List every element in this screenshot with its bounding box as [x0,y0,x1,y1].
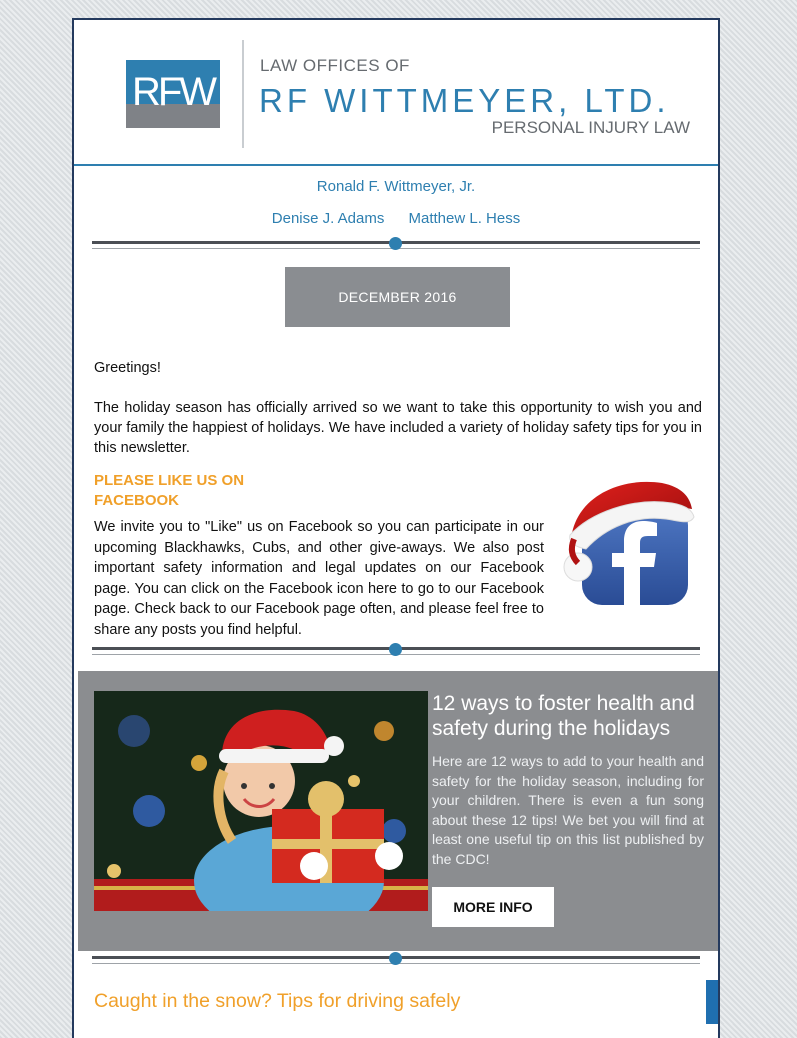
intro-paragraph: The holiday season has officially arrived so we want to take this opportunity to wish you and your family the happiest of holidays. We have included a variety of holiday safety tips for you in this newsletter. [94,400,702,456]
divider-dot [389,952,402,965]
newsletter-card [72,18,720,1038]
feature-title: 12 ways to foster health and safety during the holidays [432,692,695,740]
section-divider [92,241,700,253]
holiday-child-photo [94,691,428,911]
attorney-list [74,172,718,227]
attorney-name: Denise J. Adams [271,210,385,227]
section-divider [92,956,700,968]
scrollbar[interactable] [706,980,718,1024]
logo-text: RFW [131,70,215,114]
header-divider [242,40,244,148]
facebook-heading: PLEASE LIKE US ON FACEBOOK [94,472,245,509]
divider-dot [389,237,402,250]
divider-dot [389,643,402,656]
newsletter-date: DECEMBER 2016 [285,267,510,327]
firm-subtitle: PERSONAL INJURY LAW [491,118,690,137]
attorney-name: Ronald F. Wittmeyer, Jr. [316,178,476,195]
feature-article [78,671,718,951]
firm-name: RF WITTMEYER, LTD. [259,82,670,119]
feature-paragraph: Here are 12 ways to add to your health and safety for the holiday season, including for your children. There is even a fun song about these 12 tips! We bet you will find at least one useful tip on this list published by the CDC! [432,753,704,867]
header-underline [74,164,718,166]
facebook-santa-hat-icon[interactable] [562,475,696,610]
facebook-paragraph: We invite you to "Like" us on Facebook so you can participate in our upcoming Blackhawks, Cubs, and other give-aways. We also post important safety information and legal updates on our Facebook page. You can click on the Facebook icon here to go to our Facebook page. Check back to our Facebook page often, and please feel free to share any posts you find helpful. [94,519,544,638]
firm-logo[interactable] [126,60,220,128]
law-offices-label: LAW OFFICES OF [260,56,410,75]
more-info-button[interactable]: MORE INFO [432,887,554,927]
next-article-title[interactable]: Caught in the snow? Tips for driving safely [94,990,461,1012]
attorney-name: Matthew L. Hess [408,210,521,227]
newsletter-header [74,20,718,165]
greeting-text: Greetings! [94,360,161,376]
section-divider [92,647,700,659]
